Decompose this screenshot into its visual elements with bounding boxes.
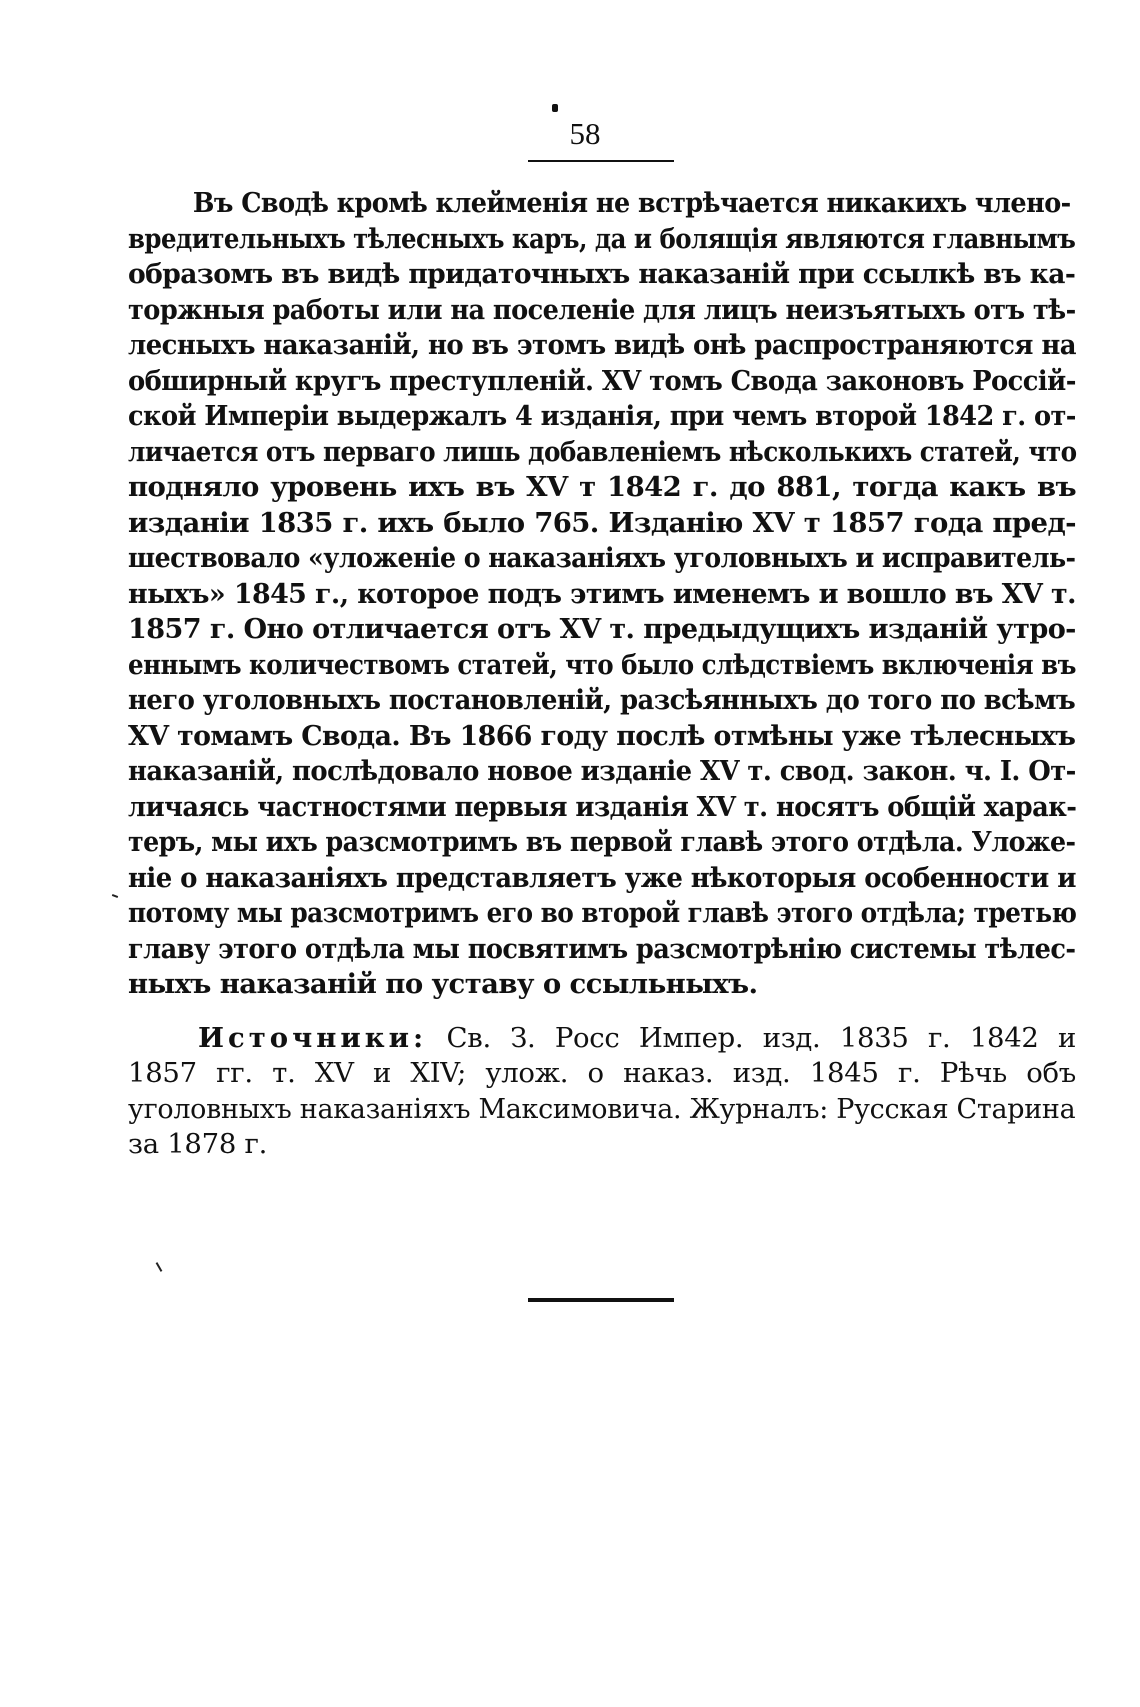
page-number: 58: [569, 116, 601, 151]
body-line: личается отъ перваго лишь добавленіемъ нѣсколькихъ статей, что: [128, 435, 1077, 468]
body-line: лесныхъ наказаній, но въ этомъ видѣ онѣ распространяются на: [128, 329, 1077, 361]
body-line: главу этого отдѣла мы посвятимъ разсмотрѣнію системы тѣлес-: [128, 932, 1076, 965]
sources-label: Источники:: [198, 1021, 428, 1054]
body-line: изданіи 1835 г. ихъ было 765. Изданію XV т 1857 года пред-: [128, 506, 1076, 539]
header-rule: [528, 160, 674, 162]
body-line: личаясь частностями первыя изданія XV т. носятъ общій харак-: [128, 790, 1077, 823]
body-line: ской Имперіи выдержалъ 4 изданія, при чемъ второй 1842 г. от-: [128, 400, 1076, 432]
end-rule: [528, 1298, 674, 1302]
main-text: [128, 186, 1076, 1163]
body-line: подняло уровень ихъ въ XV т 1842 г. до 881, тогда какъ въ: [128, 471, 1076, 503]
body-line: еннымъ количествомъ статей, что было слѣдствіемъ включенія въ: [128, 648, 1076, 681]
body-paragraph: [128, 186, 1076, 1003]
sources-first-line: [128, 1021, 1076, 1057]
body-line: Въ Сводѣ кромѣ клейменія не встрѣчается никакихъ члено-: [192, 187, 1071, 219]
body-line: него уголовныхъ постановленій, разсѣянныхъ до того по всѣмъ: [128, 684, 1076, 716]
body-line: теръ, мы ихъ разсмотримъ въ первой главѣ этого отдѣла. Уложе-: [128, 826, 1076, 858]
body-line: ныхъ» 1845 г., которое подъ этимъ именемъ и вошло въ XV т.: [128, 577, 1076, 610]
body-line: потому мы разсмотримъ его во второй главѣ этого отдѣла; третью: [128, 897, 1077, 929]
body-line: XV томамъ Свода. Въ 1866 году послѣ отмѣны уже тѣлесныхъ: [128, 719, 1076, 752]
body-line: торжныя работы или на поселеніе для лицъ неизъятыхъ отъ тѣ-: [128, 293, 1076, 326]
top-dot-mark: [552, 104, 558, 112]
stray-ink-mark: [112, 894, 118, 898]
body-line: ныхъ наказаній по уставу о ссыльныхъ.: [128, 968, 758, 1000]
body-line: вредительныхъ тѣлесныхъ каръ, да и болящія являются главнымъ: [128, 222, 1076, 255]
body-line: обширный кругъ преступленій. XV томъ Свода законовъ Россій-: [128, 364, 1076, 397]
body-line: образомъ въ видѣ придаточныхъ наказаній при ссылкѣ въ ка-: [128, 258, 1076, 290]
sources-line: уголовныхъ наказаніяхъ Максимовича. Журналъ: Русская Старина: [128, 1092, 1076, 1125]
body-line: ніе о наказаніяхъ представляетъ уже нѣкоторыя особенности и: [128, 861, 1076, 894]
stray-ink-mark: [156, 1262, 163, 1272]
body-line: шествовало «уложеніе о наказаніяхъ уголовныхъ и исправитель-: [128, 542, 1076, 574]
body-line: 1857 г. Оно отличается отъ XV т. предыдущихъ изданій утро-: [128, 613, 1076, 645]
sources-line: 1857 гг. т. XV и XIV; улож. о наказ. изд. 1845 г. Рѣчь объ: [128, 1057, 1076, 1089]
sources-first-line-text: Св. З. Росс Импер. изд. 1835 г. 1842 и: [446, 1021, 1076, 1054]
sources-paragraph: [128, 1021, 1076, 1163]
body-line: наказаній, послѣдовало новое изданіе XV т. свод. закон. ч. I. От-: [128, 755, 1076, 787]
sources-line: за 1878 г.: [128, 1128, 268, 1160]
